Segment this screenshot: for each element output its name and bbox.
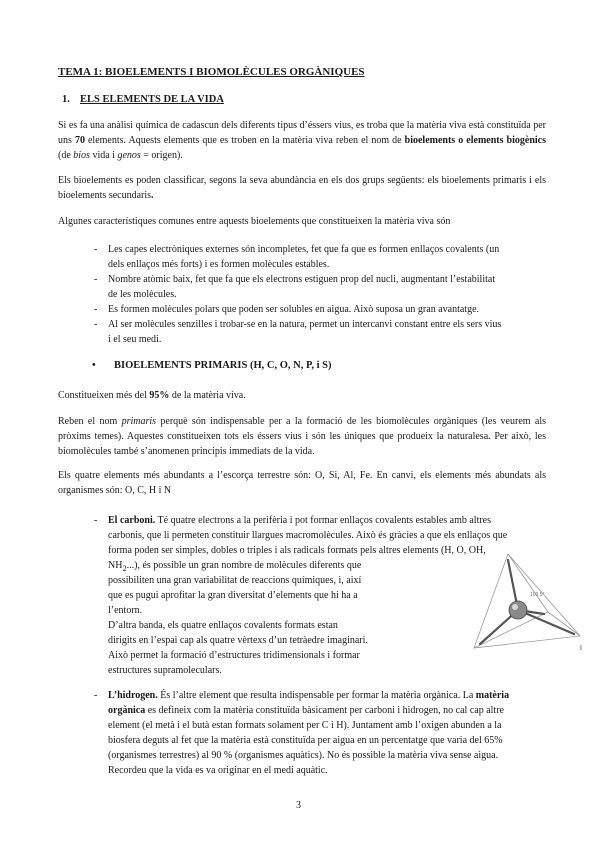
section-number: 1. — [62, 94, 70, 105]
paragraph-abundance: Els quatre elements més abundants a l’escorça terrestre són: O, Si, Al, Fe. En canvi, els elements més abundats als organismes són: O, C, H i N — [58, 470, 546, 496]
list-item: Es formen molècules polars que poden ser solubles en aigua. Això suposa un gran avantatge. — [108, 304, 480, 315]
list-dash: - — [94, 274, 98, 285]
list-item: Les capes electròniques externes són incompletes, fet que fa que es formen enllaços covalents (un dels enllaços més forts) i es formen molècules estables. — [108, 244, 500, 270]
corner-mark: l — [580, 644, 582, 652]
section-title: ELS ELEMENTS DE LA VIDA — [80, 94, 224, 105]
page-number: 3 — [296, 800, 301, 811]
bullet-icon: • — [92, 360, 96, 371]
carboni-paragraph: El carboni. Té quatre electrons a la perifèria i pot formar enllaços covalents estables amb altres carbonis, que li permeten constituir llargues macromolècules. Això és gràcies a que els enllaços que forma poden ser simples, dobles o triples i als radicals formats pels altres elements (H, O, OH, $NH_2$...), és possible un gran nombre de molècules diferents que — [108, 515, 508, 573]
document-title: TEMA 1: BIOELEMENTS I BIOMOLÈCULES ORGÀNIQUES — [58, 66, 365, 78]
list-item: Al ser molècules senzilles i trobar-se en la natura, permet un intercanvi constant entre els sers vius i el seu medi. — [108, 319, 502, 345]
paragraph-classification: Els bioelements es poden classificar, segons la seva abundància en els dos grups següents: els bioelements primaris i els bioelements secundaris. — [58, 175, 546, 201]
carboni-term: El carboni. — [108, 515, 156, 526]
list-dash: - — [94, 690, 98, 701]
carboni-paragraph-cont: possibiliten una gran variabilitat de reaccions químiques, i, així que es pugui aprofitar la gran diversitat d’elements que hi ha a l’entorn. D’altra banda, els quatre enllaços covalents formats estan dirigits en l’espai cap als quatre vèrtexs d’un tetràedre imaginari. Això permet la formació d’estructures tridimensionals i formar estructures supramoleculars. — [108, 575, 368, 676]
list-dash: - — [94, 304, 98, 315]
list-dash: - — [94, 244, 98, 255]
hidrogen-paragraph: L’hidrogen. És l’altre element que resulta indispensable per formar la matèria orgànica. La matèria orgànica es defineix com la matèria constituïda bàsicament per carboni i hidrogen, no cal cap altre element (el metà i el butà estan formats solament per C i H). Juntament amb l’oxigen abunden a la biosfera deguts al fet que la matèria està constituïda per aigua en un percentatge que varia del 65% (organismes terrestres) al 90 % (organismes aquàtics). No és possible la matèria viva sense aigua. Recordeu que la vida es va originar en el medi aquàtic. — [108, 690, 510, 776]
hidrogen-term: L’hidrogen. — [108, 690, 158, 701]
subsection-heading-primaris — [92, 360, 332, 371]
paragraph-intro: Si es fa una anàlisi química de cadascun dels diferents tipus d’éssers vius, es troba que la matèria viva està constituïda per uns 70 elements. Aquests elements que es troben en la matèria viva reben el nom de bioelements o elements biogènics (de bios vida i genos = origen). — [58, 120, 546, 161]
tetrahedron-figure — [468, 548, 586, 660]
paragraph-characteristics-intro: Algunes característiques comunes entre aquests bioelements que constitueixen la matèria viva són — [58, 216, 451, 227]
list-item: Nombre atòmic baix, fet que fa que els electrons estiguen prop del nucli, augmentant l’estabilitat de les molècules. — [108, 274, 496, 300]
list-dash: - — [94, 515, 98, 526]
angle-label: 109,5° — [530, 592, 545, 598]
paragraph-primaris: Reben el nom primaris perquè són indispensable per a la formació de les biomolècules orgàniques (les veurem als pròxims temes). Aquestes constitueixen tots els éssers vius i són les úniques que produeix la naturalesa. Per això, les biomolècules també s’anomenen principis immediats de la vida. — [58, 416, 546, 457]
list-dash: - — [94, 319, 98, 330]
paragraph-percentage: Constitueixen més del 95% de la matèria viva. — [58, 390, 246, 401]
section-heading-elements — [62, 94, 224, 105]
subsection-title: BIOELEMENTS PRIMARIS (H, C, O, N, P, i S) — [114, 360, 332, 371]
